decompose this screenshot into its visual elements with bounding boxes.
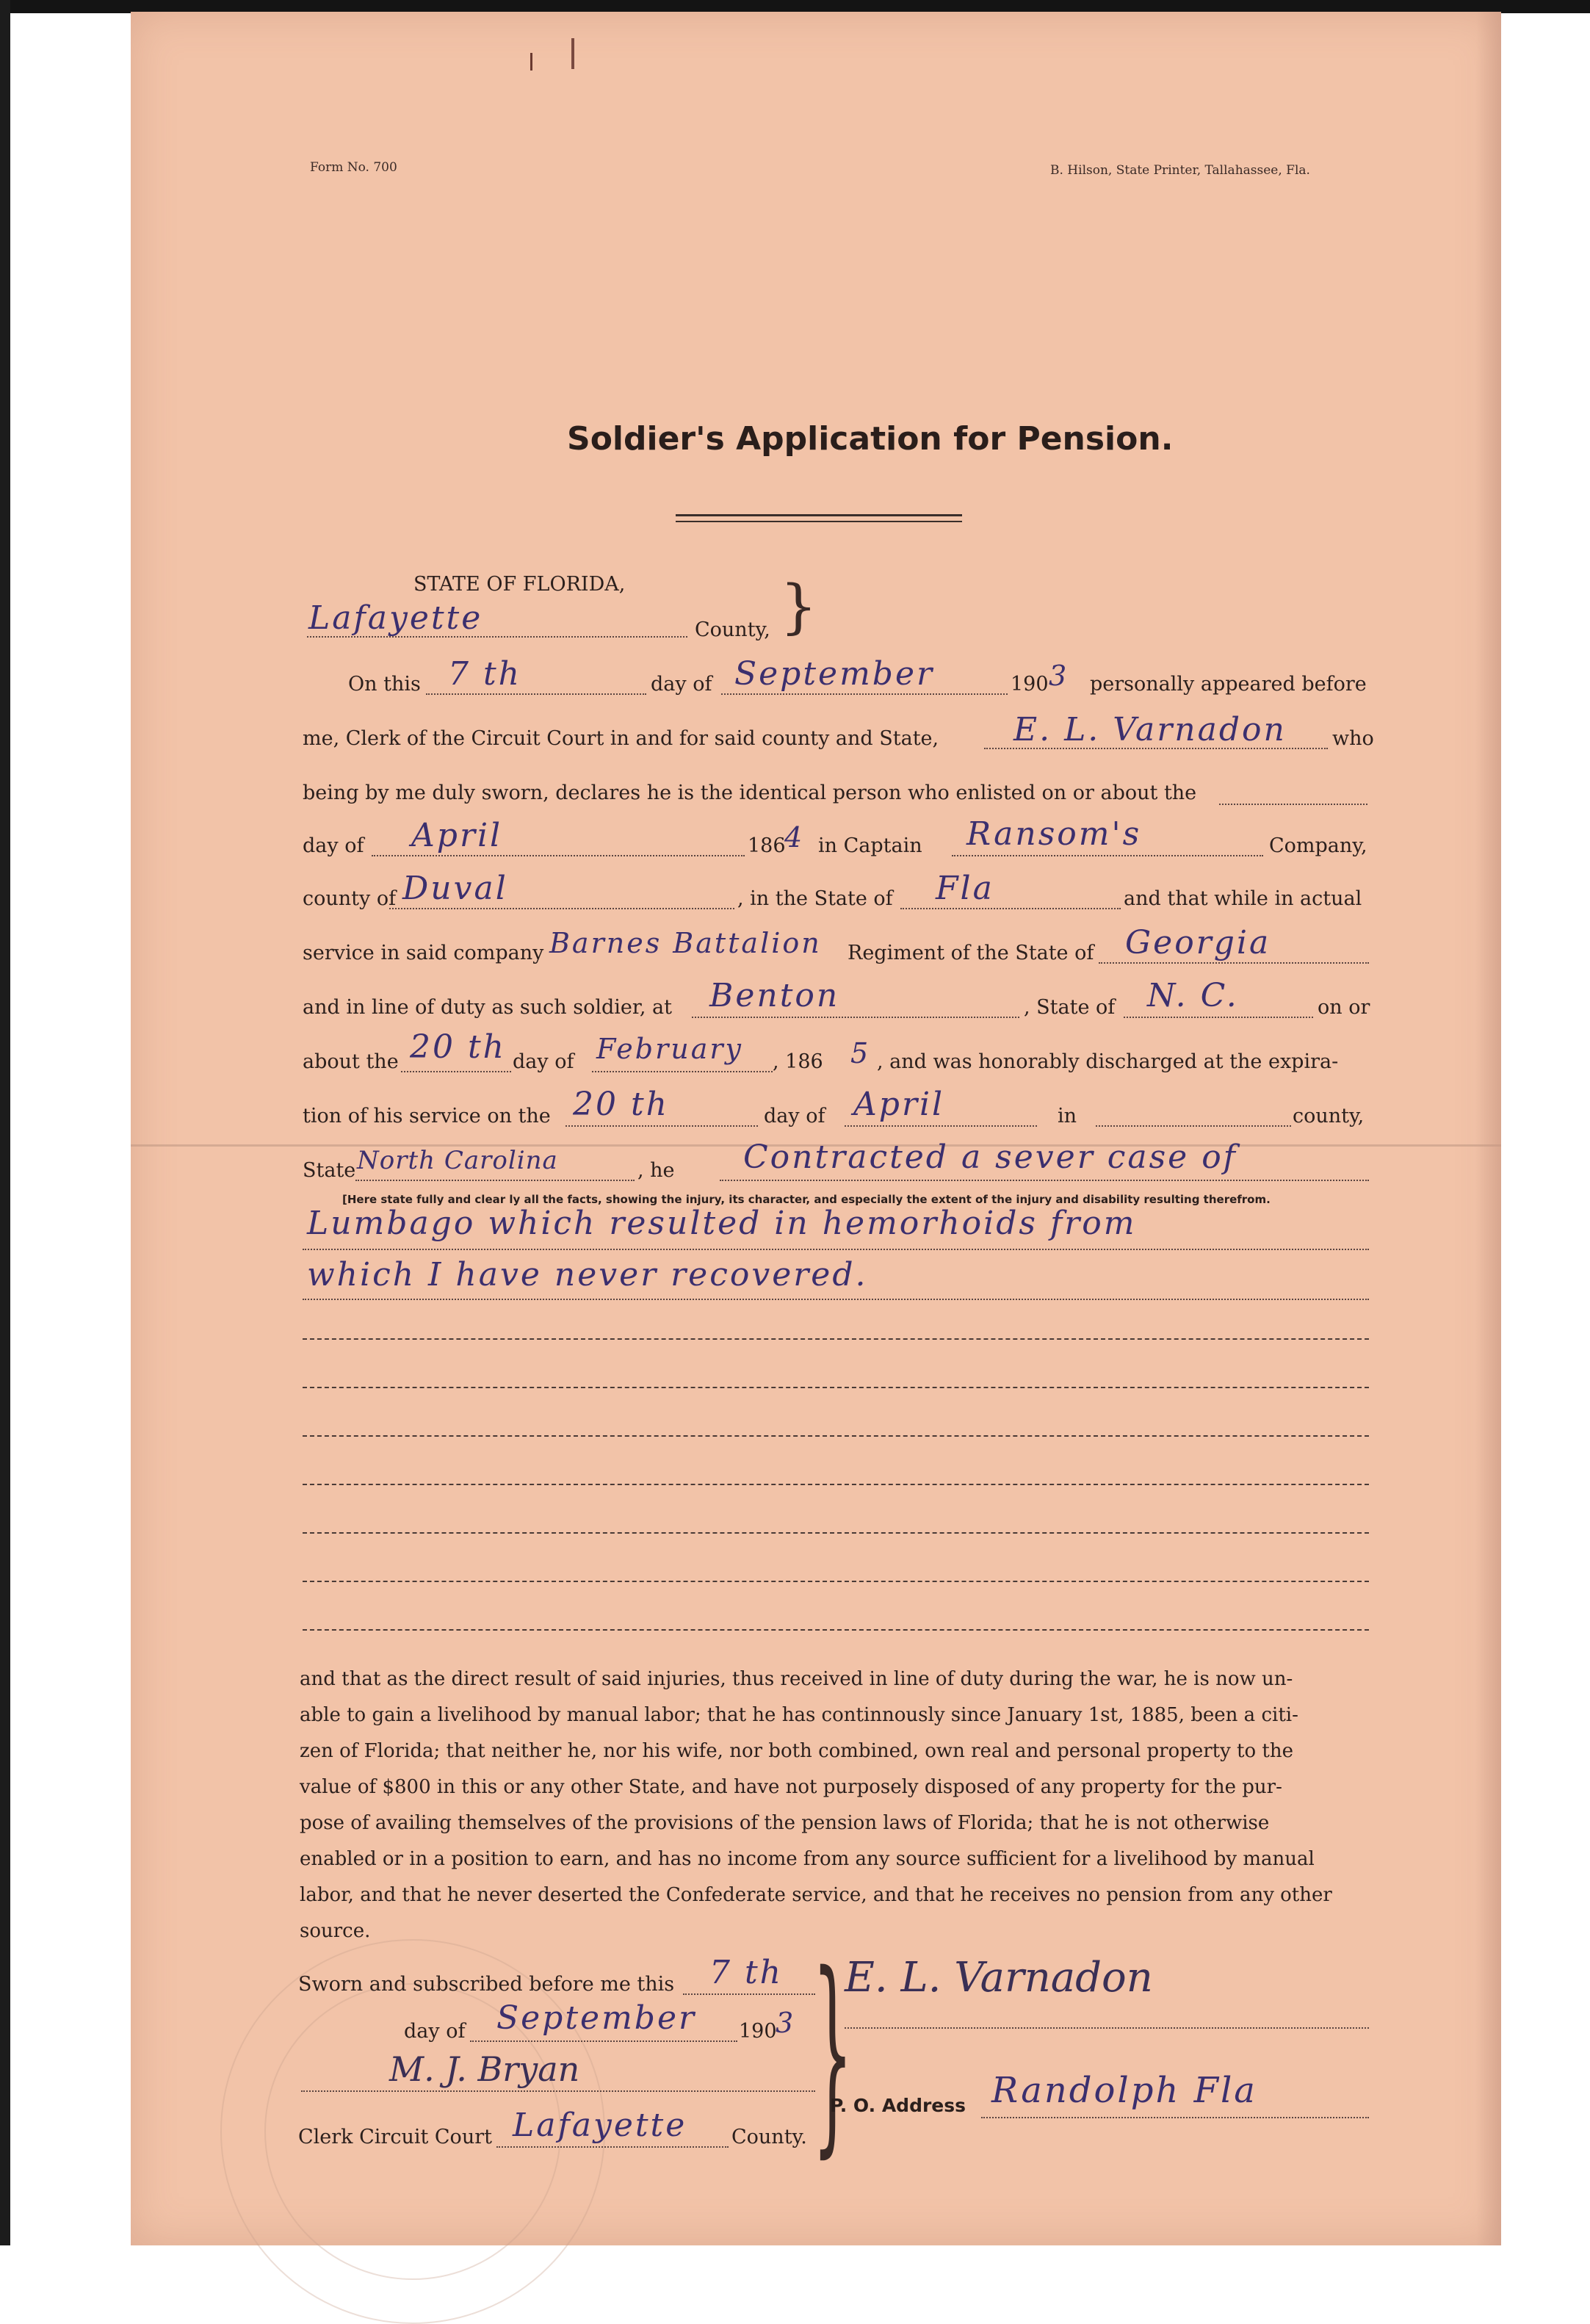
- company-label: Company,: [1269, 834, 1367, 857]
- enlist-year: 4: [784, 821, 805, 854]
- enlist-day-of: day of: [303, 834, 364, 857]
- county-label: County,: [695, 618, 770, 641]
- year-prefix: 190: [1011, 673, 1049, 696]
- statement-line: and that as the direct result of said injuries, thus received in line of duty during the war, he is now un-: [300, 1668, 1293, 1690]
- injury-state-label: , State of: [1024, 996, 1116, 1019]
- blank-line: [303, 1484, 1369, 1485]
- regiment-value: Barnes Battalion: [549, 927, 822, 959]
- disability-blank-3: [303, 1299, 1369, 1300]
- po-address-blank: [981, 2117, 1369, 2118]
- month-value: September: [734, 655, 935, 693]
- title-rule-top: [676, 514, 962, 516]
- injury-state: N. C.: [1147, 977, 1239, 1014]
- discharge-state-blank: [355, 1180, 635, 1181]
- disability-blank-1: [720, 1180, 1369, 1181]
- blank-line: [303, 1629, 1369, 1631]
- injury-day: 20 th: [410, 1028, 506, 1066]
- appeared-label: personally appeared before: [1090, 673, 1367, 696]
- day-value: 7 th: [448, 655, 521, 693]
- jurat-day-of: day of: [404, 2020, 466, 2043]
- injury-day-blank: [401, 1071, 511, 1072]
- day-blank: [426, 693, 646, 695]
- sworn-day: 7 th: [709, 1954, 783, 1991]
- in-state-label: , in the State of: [737, 887, 893, 910]
- regiment-state-blank: [1099, 962, 1369, 964]
- injury-place-blank: [692, 1017, 1019, 1018]
- sworn-text: being by me duly sworn, declares he is the identical person who enlisted on or about the: [303, 782, 1197, 804]
- applicant-name: E. L. Varnadon: [1013, 711, 1287, 748]
- ink-mark: [530, 53, 532, 71]
- enlist-state-blank: [900, 908, 1121, 909]
- instruction-note: [Here state fully and clear ly all the facts, showing the injury, its character, and especially the extent of the injury and disability resulting therefrom.: [342, 1193, 1271, 1206]
- injury-place: Benton: [709, 977, 840, 1014]
- jurat-month: September: [496, 1999, 697, 2037]
- applicant-signature-blank: [845, 2027, 1369, 2029]
- title-rule-bottom: [676, 521, 962, 522]
- discharge-county-label: county,: [1293, 1105, 1365, 1127]
- disability-blank-2: [303, 1249, 1369, 1250]
- he-label: , he: [637, 1159, 675, 1182]
- disability-line-1: Contracted a sever case of: [743, 1138, 1237, 1176]
- statement-line: source.: [300, 1920, 371, 1942]
- regiment-state: Georgia: [1125, 924, 1271, 961]
- injury-year-prefix: , 186: [773, 1050, 823, 1073]
- jurat-year-prefix: 190: [739, 2020, 777, 2043]
- duty-label: and in line of duty as such soldier, at: [303, 996, 672, 1019]
- jurat-county-label: County.: [731, 2126, 807, 2148]
- state-label: STATE OF FLORIDA,: [413, 573, 626, 596]
- blank-line: [303, 1581, 1369, 1582]
- statement-line: zen of Florida; that neither he, nor his wife, nor both combined, own real and personal property to the: [300, 1740, 1293, 1762]
- clerk-signature-blank: [301, 2090, 815, 2092]
- sworn-label: Sworn and subscribed before me this: [298, 1973, 675, 1996]
- discharge-day-blank: [565, 1125, 758, 1127]
- county-value: Lafayette: [308, 599, 483, 637]
- clerk-county: Lafayette: [513, 2107, 687, 2144]
- discharge-day-of: day of: [764, 1105, 825, 1127]
- captain-label: in Captain: [818, 834, 922, 857]
- actual-label: and that while in actual: [1124, 887, 1362, 910]
- blank-line: [303, 1387, 1369, 1388]
- jurat-brace: }: [812, 1929, 853, 2176]
- enlist-month-blank: [372, 855, 745, 856]
- page-title: Soldier's Application for Pension.: [567, 420, 1174, 458]
- on-this-label: On this: [348, 673, 421, 696]
- injury-year: 5: [850, 1037, 871, 1069]
- enlist-county: Duval: [402, 870, 508, 907]
- county-of-label: county of: [303, 887, 397, 910]
- about-label: about the: [303, 1050, 399, 1073]
- discharge-day: 20 th: [573, 1086, 669, 1123]
- clerk-label: Clerk Circuit Court: [298, 2126, 492, 2148]
- disability-line-2: Lumbago which resulted in hemorhoids from: [307, 1205, 1137, 1242]
- discharge-month-blank: [845, 1125, 1037, 1127]
- on-or-label: on or: [1318, 996, 1370, 1019]
- blank-line: [303, 1435, 1369, 1437]
- who-label: who: [1332, 727, 1374, 750]
- statement-line: pose of availing themselves of the provisions of the pension laws of Florida; that he is not otherwise: [300, 1812, 1270, 1834]
- po-address-value: Randolph Fla: [991, 2070, 1257, 2111]
- state-word: State: [303, 1159, 356, 1182]
- day-of-label: day of: [651, 673, 712, 696]
- sworn-day-blank: [683, 1993, 815, 1995]
- year-value: 3: [1049, 660, 1069, 692]
- form-number: Form No. 700: [310, 160, 397, 175]
- injury-month-blank: [592, 1071, 773, 1072]
- jurat-month-blank: [470, 2040, 737, 2042]
- printer-imprint: B. Hilson, State Printer, Tallahassee, Fla.: [1050, 163, 1310, 178]
- injury-month: February: [596, 1033, 744, 1065]
- in-label: in: [1058, 1105, 1077, 1127]
- ink-mark: [571, 38, 574, 69]
- statement-line: value of $800 in this or any other State, and have not purposely disposed of any property for the pur-: [300, 1776, 1282, 1798]
- enlist-blank: [1219, 804, 1367, 805]
- venue-brace: }: [780, 572, 817, 640]
- statement-line: enabled or in a position to earn, and has no income from any source sufficient for a livelihood by manual: [300, 1848, 1315, 1870]
- statement-paragraph: [300, 1661, 1369, 1949]
- regiment-label: Regiment of the State of: [848, 942, 1094, 964]
- discharge-state: North Carolina: [357, 1146, 558, 1175]
- clerk-signature: M. J. Bryan: [389, 2049, 580, 2089]
- name-blank: [984, 748, 1328, 749]
- enlist-month: April: [411, 817, 503, 854]
- clerk-county-blank: [496, 2146, 729, 2148]
- statement-line: able to gain a livelihood by manual labor; that he has continnously since January 1st, 1885, been a citi-: [300, 1704, 1298, 1726]
- discharge-county-blank: [1096, 1125, 1291, 1127]
- captain-blank: [952, 855, 1263, 856]
- month-blank: [721, 693, 1008, 695]
- discharge-label: , and was honorably discharged at the expira-: [877, 1050, 1339, 1073]
- clerk-text: me, Clerk of the Circuit Court in and for said county and State,: [303, 727, 939, 750]
- po-address-label: P. O. Address: [830, 2095, 966, 2116]
- applicant-signature: E. L. Varnadon: [845, 1954, 1153, 2002]
- disability-line-3: which I have never recovered.: [307, 1256, 868, 1293]
- blank-line: [303, 1532, 1369, 1534]
- county-blank: [307, 636, 687, 638]
- statement-line: labor, and that he never deserted the Confederate service, and that he receives no pension from any other: [300, 1884, 1332, 1906]
- enlist-year-prefix: 186: [748, 834, 786, 857]
- injury-day-of: day of: [513, 1050, 574, 1073]
- captain-value: Ransom's: [966, 815, 1142, 853]
- enlist-county-blank: [389, 908, 734, 909]
- blank-line: [303, 1338, 1369, 1340]
- discharge-month: April: [853, 1086, 945, 1123]
- enlist-state: Fla: [936, 870, 994, 907]
- injury-state-blank: [1124, 1017, 1313, 1018]
- scan-left-border: [0, 0, 10, 2245]
- tion-label: tion of his service on the: [303, 1105, 551, 1127]
- paper-edge-shadow: [1476, 12, 1501, 2245]
- service-label: service in said company: [303, 942, 544, 964]
- jurat-year: 3: [776, 2007, 796, 2039]
